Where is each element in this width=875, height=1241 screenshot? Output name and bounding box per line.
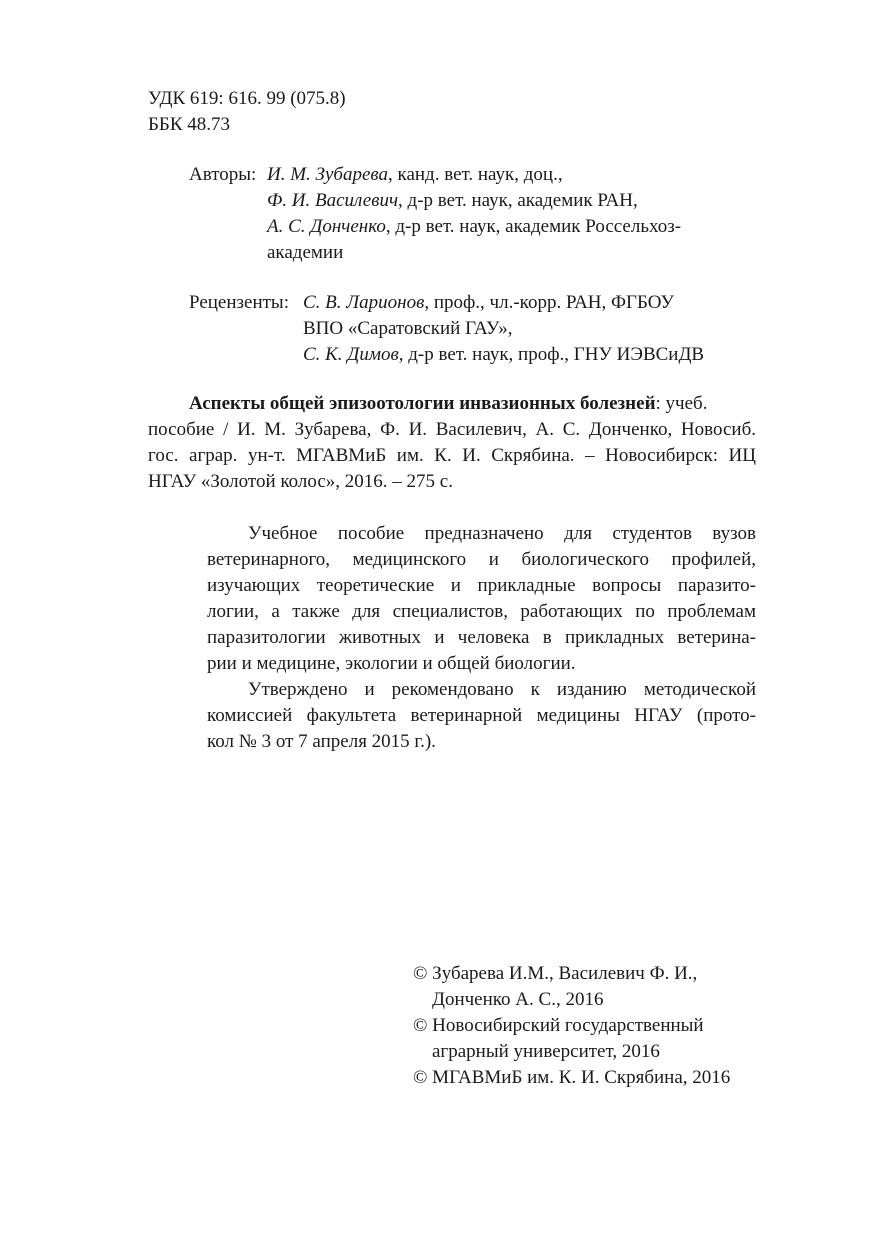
reviewer-credentials: , проф., чл.-корр. РАН, ФГБОУ — [424, 292, 674, 313]
reviewer-name: С. В. Ларионов — [303, 292, 425, 313]
citation-text: : учеб. — [655, 393, 708, 414]
reviewer-credentials: , д-р вет. наук, проф., ГНУ ИЭВСиДВ — [398, 344, 705, 365]
citation-line: пособие / И. М. Зубарева, Ф. И. Василевич, А. С. Донченко, Новосиб. — [148, 419, 756, 440]
author-name: И. М. Зубарева — [267, 164, 388, 185]
author-name: Ф. И. Василевич — [267, 190, 399, 211]
abstract-line: рии и медицине, экологии и общей биологии. — [207, 653, 576, 674]
abstract-line: комиссией факультета ветеринарной медицины НГАУ (прото- — [207, 705, 756, 726]
copyright-line: аграрный университет, 2016 — [432, 1041, 660, 1062]
citation-line: НГАУ «Золотой колос», 2016. – 275 с. — [148, 471, 453, 492]
reviewer-name: С. К. Димов — [303, 344, 399, 365]
reviewer-entry — [303, 290, 674, 316]
copyright-line: © МГАВМиБ им. К. И. Скрябина, 2016 — [413, 1067, 731, 1088]
author-credentials: , д-р вет. наук, академик Россельхоз- — [385, 216, 682, 237]
abstract-line: ветеринарного, медицинского и биологического профилей, — [207, 549, 756, 570]
reviewers-label: Рецензенты: — [189, 292, 289, 313]
copyright-line: © Зубарева И.М., Василевич Ф. И., — [413, 963, 698, 984]
abstract-line: кол № 3 от 7 апреля 2015 г.). — [207, 731, 436, 752]
author-entry — [267, 214, 681, 240]
abstract-line: Утверждено и рекомендовано к изданию методической — [248, 679, 756, 700]
citation-line — [189, 391, 756, 417]
citation-line: гос. аграр. ун-т. МГАВМиБ им. К. И. Скрябина. – Новосибирск: ИЦ — [148, 445, 756, 466]
author-credentials: , канд. вет. наук, доц., — [388, 164, 563, 185]
reviewer-entry — [303, 342, 704, 368]
abstract-line: Учебное пособие предназначено для студентов вузов — [248, 523, 756, 544]
author-entry — [267, 162, 563, 188]
author-credentials: академии — [267, 242, 344, 263]
author-name: А. С. Донченко — [267, 216, 386, 237]
copyright-line: Донченко А. С., 2016 — [432, 989, 604, 1010]
author-credentials: , д-р вет. наук, академик РАН, — [398, 190, 638, 211]
reviewer-affiliation: ВПО «Саратовский ГАУ», — [303, 318, 513, 339]
authors-label: Авторы: — [189, 164, 257, 185]
abstract-line: паразитологии животных и человека в прикладных ветерина- — [207, 627, 756, 648]
udk-code: УДК 619: 616. 99 (075.8) — [148, 88, 346, 109]
abstract-line: логии, а также для специалистов, работающих по проблемам — [207, 601, 756, 622]
bbk-code: ББК 48.73 — [148, 114, 230, 135]
book-title: Аспекты общей эпизоотологии инвазионных болезней — [189, 393, 656, 414]
author-entry — [267, 188, 638, 214]
copyright-line: © Новосибирский государственный — [413, 1015, 704, 1036]
author-entry — [267, 240, 343, 266]
abstract-line: изучающих теоретические и прикладные вопросы паразито- — [207, 575, 756, 596]
